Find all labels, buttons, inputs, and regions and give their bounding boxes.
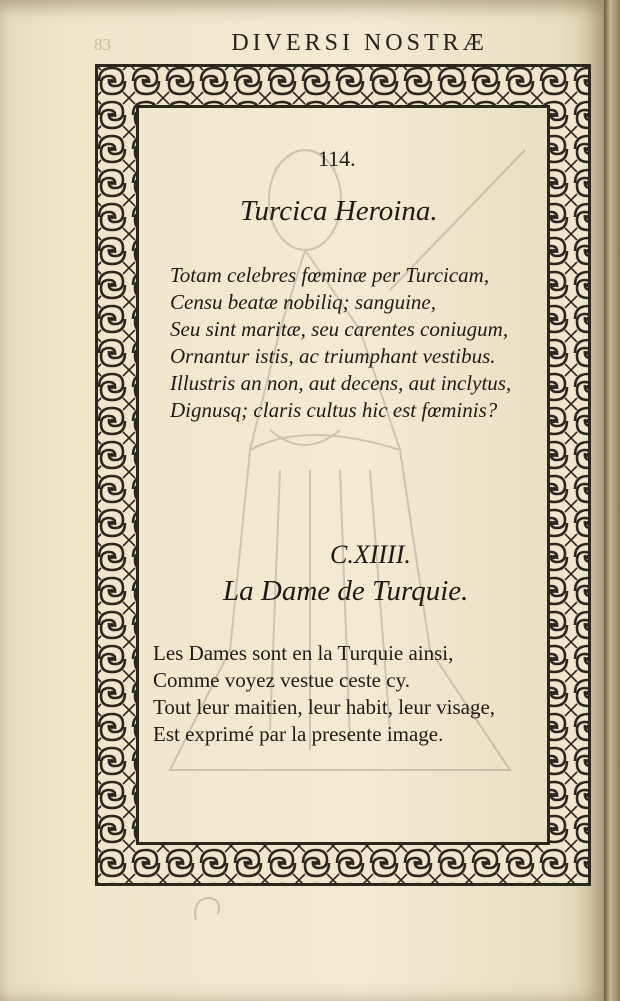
- verse-line: Censu beatæ nobiliq; sanguine,: [170, 290, 436, 314]
- ornamental-frame-icon: [95, 64, 591, 886]
- verse-line: Tout leur maitien, leur habit, leur visage,: [153, 695, 496, 719]
- verse-line: Les Dames sont en la Turquie ainsi,: [153, 641, 454, 665]
- chapter-number: C.XIIII.: [330, 540, 411, 569]
- latin-verse: [170, 262, 511, 424]
- page-edge: [604, 0, 620, 1001]
- faint-margin-mark-icon: [188, 890, 228, 930]
- french-verse: [153, 640, 495, 748]
- verse-line: Seu sint maritæ, seu carentes coniugum,: [170, 317, 509, 341]
- running-head: [94, 30, 580, 57]
- plate-number: 114.: [318, 146, 356, 171]
- verse-line: Est exprimé par la presente image.: [153, 722, 444, 746]
- french-title: La Dame de Turquie.: [223, 575, 469, 607]
- verse-line: Totam celebres fœminæ per Turcicam,: [170, 263, 490, 287]
- running-title: DIVERSI NOSTRÆ: [231, 30, 488, 56]
- folio-mark: 83: [94, 35, 111, 54]
- latin-title: Turcica Heroina.: [240, 195, 438, 227]
- verse-line: Comme voyez vestue ceste cy.: [153, 668, 410, 692]
- verse-line: Ornantur istis, ac triumphant vestibus.: [170, 344, 496, 368]
- verse-line: Dignusq; claris cultus hic est fœminis?: [170, 398, 498, 422]
- verse-line: Illustris an non, aut decens, aut inclytus,: [170, 371, 512, 395]
